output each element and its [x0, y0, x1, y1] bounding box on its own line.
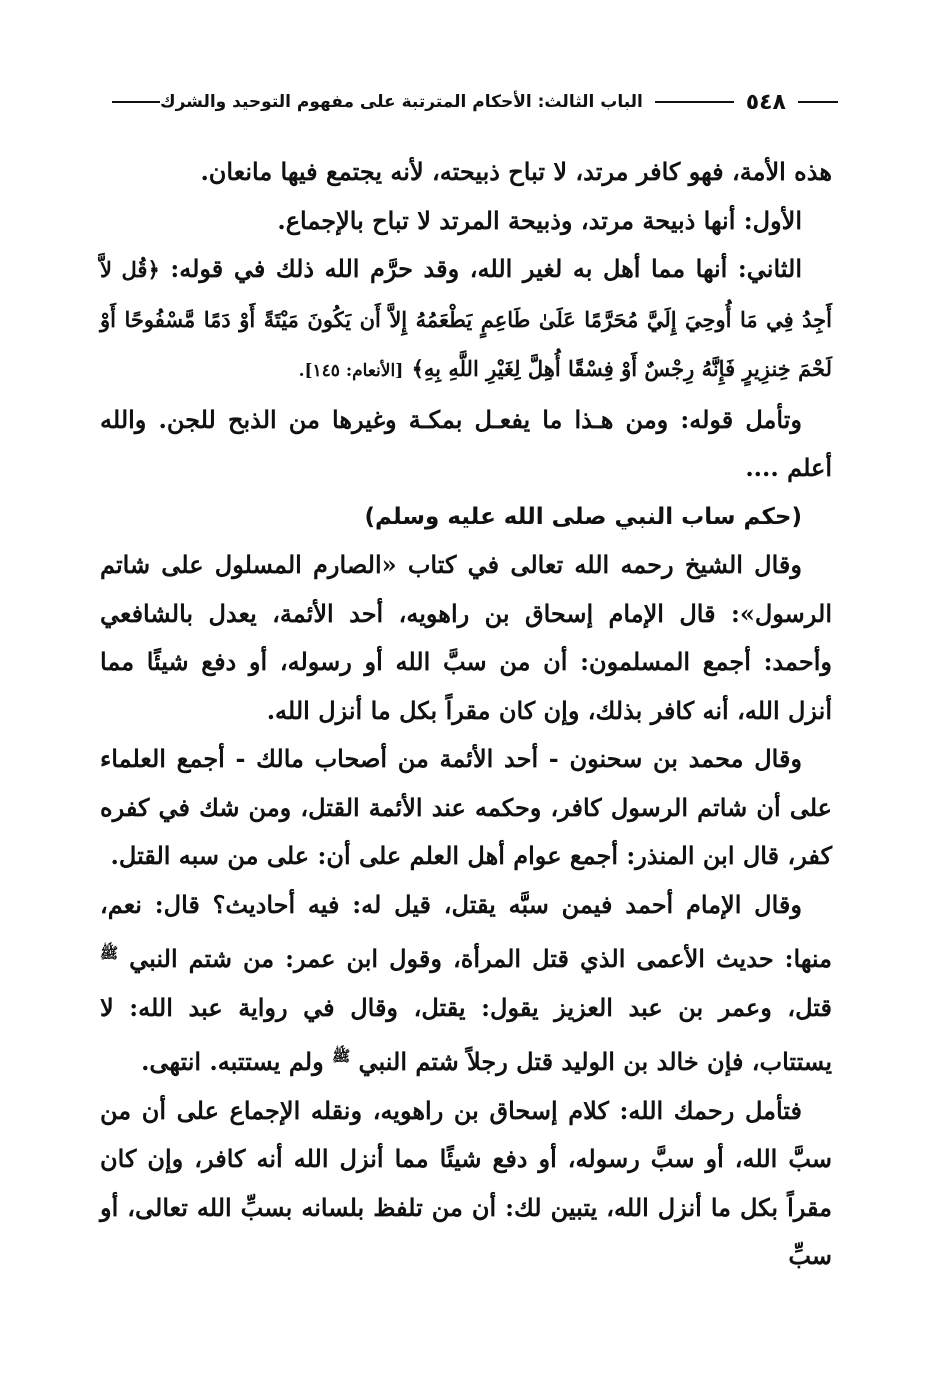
paragraph-5: وقال الشيخ رحمه الله تعالى في كتاب «الصارم المسلول على شاتم الرسول»: قال الإمام إسحاق بن راهويه، أحد الأئمة، يعدل بالشافعي وأحمد: أجمع المسلمون: أن من سبَّ الله أو رسوله، أو دفع شيئًا مما أنزل الله، أنه كافر بذلك، وإن كان مقراً بكل ما أنزل الله. [100, 550, 832, 725]
paragraph-6: وقال محمد بن سحنون - أحد الأئمة من أصحاب مالك - أجمع العلماء على أن شاتم الرسول كافر، وحكمه عند الأئمة القتل، ومن شك في كفره كفر، قال ابن المنذر: أجمع عوام أهل العلم على أن: على من سبه القتل. [100, 744, 832, 870]
paragraph-3-intro: الثاني: أنها مما أهل به لغير الله، وقد حرَّم الله ذلك في قوله: [170, 254, 803, 283]
salutation-glyph: ﷺ [100, 944, 119, 962]
paragraph-7 [100, 881, 832, 1087]
header-rule-middle [655, 101, 734, 103]
running-header [100, 86, 850, 118]
paragraph-7-part-1: وقال الإمام أحمد فيمن سبَّه يقتل، قيل له: فيه أحاديث؟ قال: نعم، منها: حديث الأعمى الذي قتل المرأة، وقول ابن عمر: من شتم النبي [100, 889, 833, 973]
quran-verse: ﴿قُل لاَّ أَجِدُ فِي مَا أُوحِيَ إِلَيَّ مُحَرَّمًا عَلَىٰ طَاعِمٍ يَطْعَمُهُ إِلاَّ أَن يَكُونَ مَيْتَةً أَوْ دَمًا مَّسْفُوحًا أَوْ لَحْمَ خِنزِيرٍ فَإِنَّهُ رِجْسٌ أَوْ فِسْقًا أُهِلَّ لِغَيْرِ اللَّهِ بِهِ﴾ [100, 257, 832, 381]
paragraph-1: هذه الأمة، فهو كافر مرتد، لا تباح ذبيحته، لأنه يجتمع فيها مانعان. [200, 157, 832, 186]
paragraph-3 [100, 245, 832, 396]
main-text [100, 148, 832, 1281]
page-number: ٥٤٨ [745, 89, 786, 115]
paragraph-2: الأول: أنها ذبيحة مرتد، وذبيحة المرتد لا تباح بالإجماع. [277, 205, 802, 235]
section-heading: (حكم ساب النبي صلى الله عليه وسلم) [364, 503, 802, 530]
paragraph-7-part-2: قتل، وعمر بن عبد العزيز يقول: يقتل، وقال في رواية عبد الله: لا يستتاب، فإن خالد بن الوليد قتل رجلاً شتم النبي [100, 992, 832, 1076]
chapter-title: الباب الثالث: الأحكام المترتبة على مفهوم التوحيد والشرك [160, 92, 643, 112]
paragraph-8: فتأمل رحمك الله: كلام إسحاق بن راهويه، ونقله الإجماع على أن من سبَّ الله، أو سبَّ رسوله، أو دفع شيئًا مما أنزل الله أنه كافر، وإن كان مقراً بكل ما أنزل الله، يتبين لك: أن من تلفظ بلسانه بسبِّ الله تعالى، أو سبِّ [100, 1095, 832, 1270]
verse-reference: [الأنعام: ١٤٥]. [298, 361, 404, 381]
header-rule-left [112, 101, 160, 103]
paragraph-7-part-3: ولم يستتبه. انتهى. [141, 1047, 324, 1076]
salutation-glyph: ﷺ [332, 1047, 351, 1065]
header-rule-right [798, 101, 838, 103]
paragraph-4: وتأمل قوله: ومن هـذا ما يفعـل بمكـة وغيرها من الذبح للجن. والله أعلم .... [100, 404, 832, 482]
